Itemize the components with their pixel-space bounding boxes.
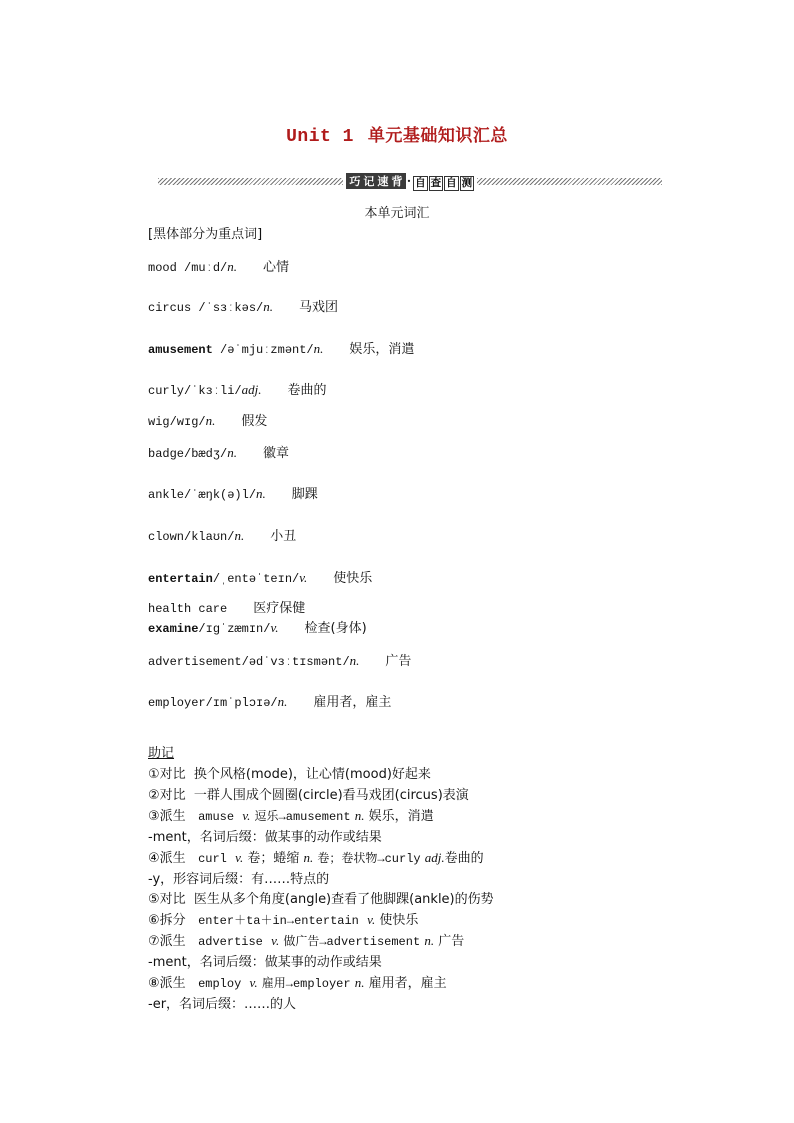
vocab-word: employer <box>148 696 206 710</box>
memo-line <box>148 868 329 887</box>
vocab-word: amusement <box>148 343 213 357</box>
vocab-phonetic: /bædʒ/ <box>184 447 228 461</box>
section-title: 本单元词汇 <box>364 206 430 221</box>
vocab-pos: n. <box>256 486 266 501</box>
badge-light-part <box>412 171 474 191</box>
memo-text: 一群人围成个圆圈(circle)看马戏团(circus)表演 <box>193 788 469 803</box>
vocab-item <box>148 525 296 544</box>
vocab-meaning: 雇用者，雇主 <box>313 695 392 710</box>
vocab-item <box>148 597 305 616</box>
vocab-pos: n. <box>227 445 237 460</box>
vocab-meaning: 心情 <box>262 260 289 275</box>
vocab-word: advertisement <box>148 655 242 669</box>
memo-pos: n. <box>354 808 365 823</box>
memo-pos: adj. <box>424 850 445 865</box>
vocab-word: ankle <box>148 488 185 502</box>
vocab-item <box>148 338 414 357</box>
vocab-pos: n. <box>234 528 245 543</box>
vocab-phonetic: /wɪɡ/ <box>169 415 206 429</box>
memo-line <box>148 888 494 907</box>
vocab-word: wig <box>148 415 170 429</box>
vocab-word: badge <box>148 447 185 461</box>
memo-meaning: 雇用者，雇主 <box>368 976 447 991</box>
memo-word: curl <box>198 852 227 866</box>
vocab-word: clown <box>148 530 185 544</box>
memo-line <box>148 930 464 949</box>
memo-word: advertise <box>198 935 263 949</box>
memo-line <box>148 951 382 970</box>
memo-heading: 助记 <box>148 746 175 761</box>
memo-derivation: 卷；卷状物→curly <box>317 852 421 866</box>
vocab-meaning: 脚踝 <box>291 487 318 502</box>
memo-pos: n. <box>354 975 365 990</box>
vocab-word: mood <box>148 261 177 275</box>
memo-derivation: 逗乐→amusement <box>254 810 351 824</box>
vocab-phonetic: /muːd/ <box>176 261 228 275</box>
vocab-item <box>148 296 338 315</box>
vocab-item <box>148 256 289 275</box>
memo-pos: v. <box>249 975 258 990</box>
vocab-meaning: 医疗保健 <box>253 601 306 616</box>
vocab-word: circus <box>148 301 192 315</box>
badge-separator: · <box>406 174 412 188</box>
memo-pos: v. <box>242 808 251 823</box>
section-banner <box>158 172 662 190</box>
vocab-pos: n. <box>205 413 216 428</box>
vocab-word: health care <box>148 602 228 616</box>
vocab-phonetic: /ˈkɜːli/ <box>184 384 242 398</box>
badge-char: 记 <box>363 175 375 188</box>
vocab-item <box>148 617 367 636</box>
vocab-word: curly <box>148 384 185 398</box>
vocab-pos: v. <box>299 570 308 585</box>
vocab-phonetic: /ˈæŋk(ə)l/ <box>184 488 257 502</box>
memo-word: employ <box>198 977 242 991</box>
memo-meaning: 娱乐，消遣 <box>368 809 434 824</box>
memo-text: -er，名词后缀：……的人 <box>148 997 297 1012</box>
badge-char: 背 <box>391 175 403 188</box>
vocab-pos: n. <box>349 653 360 668</box>
vocab-meaning: 小丑 <box>270 529 297 544</box>
memo-line <box>148 993 296 1012</box>
vocab-item <box>148 379 327 398</box>
banner-hatch-left <box>158 178 343 185</box>
memo-meaning: 广告 <box>438 934 465 949</box>
vocab-pos: n. <box>263 299 273 314</box>
bold-note: [黑体部分为重点词] <box>148 227 263 242</box>
memo-label: ⑧派生 <box>148 976 186 991</box>
vocab-meaning: 卷曲的 <box>287 383 327 398</box>
memo-line <box>148 763 431 782</box>
vocab-pos: n. <box>277 694 288 709</box>
vocab-phonetic: /əˈmjuːzmənt/ <box>212 343 314 357</box>
badge-char: 自 <box>415 177 426 189</box>
memo-derivation: 雇用→employer <box>261 977 351 991</box>
page-title <box>0 121 794 147</box>
memo-label: ②对比 <box>148 788 186 803</box>
memo-label: ①对比 <box>148 767 186 782</box>
banner-badge <box>346 173 474 189</box>
badge-char: 查 <box>430 177 442 189</box>
banner-hatch-right <box>477 178 662 185</box>
memo-line <box>148 909 418 928</box>
vocab-item <box>148 442 289 461</box>
badge-char: 速 <box>377 175 389 188</box>
memo-text: 医生从多个角度(angle)查看了他脚踝(ankle)的伤势 <box>193 892 494 907</box>
memo-label: ⑤对比 <box>148 892 186 907</box>
vocab-word: entertain <box>148 572 213 586</box>
vocab-meaning: 徽章 <box>262 446 289 461</box>
memo-word: amuse <box>198 810 235 824</box>
memo-text: -ment，名词后缀：做某事的动作或结果 <box>148 955 382 970</box>
vocab-pos: n. <box>313 341 324 356</box>
memo-pos: v. <box>367 912 376 927</box>
badge-dark-part <box>346 173 406 189</box>
vocab-word: examine <box>148 622 199 636</box>
vocab-meaning: 娱乐，消遣 <box>349 342 415 357</box>
vocab-item <box>148 650 411 669</box>
vocab-phonetic: /ɪɡˈzæmɪn/ <box>198 622 271 636</box>
memo-pos: v. <box>271 933 280 948</box>
memo-label: ④派生 <box>148 851 186 866</box>
memo-line <box>148 847 484 866</box>
memo-derivation: enter＋ta＋in→entertain <box>198 914 359 928</box>
memo-line <box>148 805 434 824</box>
vocab-phonetic: /ədˈvɜːtɪsmənt/ <box>241 655 350 669</box>
memo-text: -y，形容词后缀：有……特点的 <box>148 872 330 887</box>
vocab-meaning: 马戏团 <box>298 300 338 315</box>
memo-derivation: 做广告→advertisement <box>283 935 421 949</box>
vocab-item <box>148 567 372 586</box>
memo-label: ⑥拆分 <box>148 913 186 928</box>
memo-meaning: 卷曲的 <box>444 851 484 866</box>
vocab-item <box>148 483 318 502</box>
memo-line <box>148 784 469 803</box>
vocab-item <box>148 410 267 429</box>
memo-meaning: 使快乐 <box>379 913 419 928</box>
vocab-meaning: 使快乐 <box>333 571 373 586</box>
vocab-meaning: 广告 <box>385 654 412 669</box>
vocab-phonetic: /ɪmˈplɔɪə/ <box>205 696 278 710</box>
vocab-item <box>148 691 391 710</box>
badge-char: 巧 <box>349 175 361 188</box>
vocab-phonetic: /ˌentəˈteɪn/ <box>212 572 300 586</box>
vocab-pos: v. <box>270 620 279 635</box>
memo-meaning: 卷；蜷缩 <box>247 851 300 866</box>
vocab-meaning: 检查(身体) <box>304 621 367 636</box>
vocab-meaning: 假发 <box>241 414 268 429</box>
vocab-pos: adj. <box>241 382 262 397</box>
memo-label: ⑦派生 <box>148 934 186 949</box>
memo-label: ③派生 <box>148 809 186 824</box>
memo-pos: n. <box>424 933 435 948</box>
memo-text: -ment，名词后缀：做某事的动作或结果 <box>148 830 382 845</box>
memo-line <box>148 972 447 991</box>
vocab-phonetic: /ˈsɜːkəs/ <box>191 301 264 315</box>
title-chinese: 单元基础知识汇总 <box>367 126 508 146</box>
vocab-phonetic: /klaʊn/ <box>184 530 235 544</box>
memo-pos: n. <box>303 850 314 865</box>
badge-char: 自 <box>446 177 457 189</box>
vocab-pos: n. <box>227 259 237 274</box>
memo-line <box>148 826 382 845</box>
memo-pos: v. <box>235 850 244 865</box>
memo-text: 换个风格(mode)，让心情(mood)好起来 <box>193 767 431 782</box>
badge-char: 测 <box>461 177 473 189</box>
title-unit: Unit 1 <box>286 127 354 147</box>
